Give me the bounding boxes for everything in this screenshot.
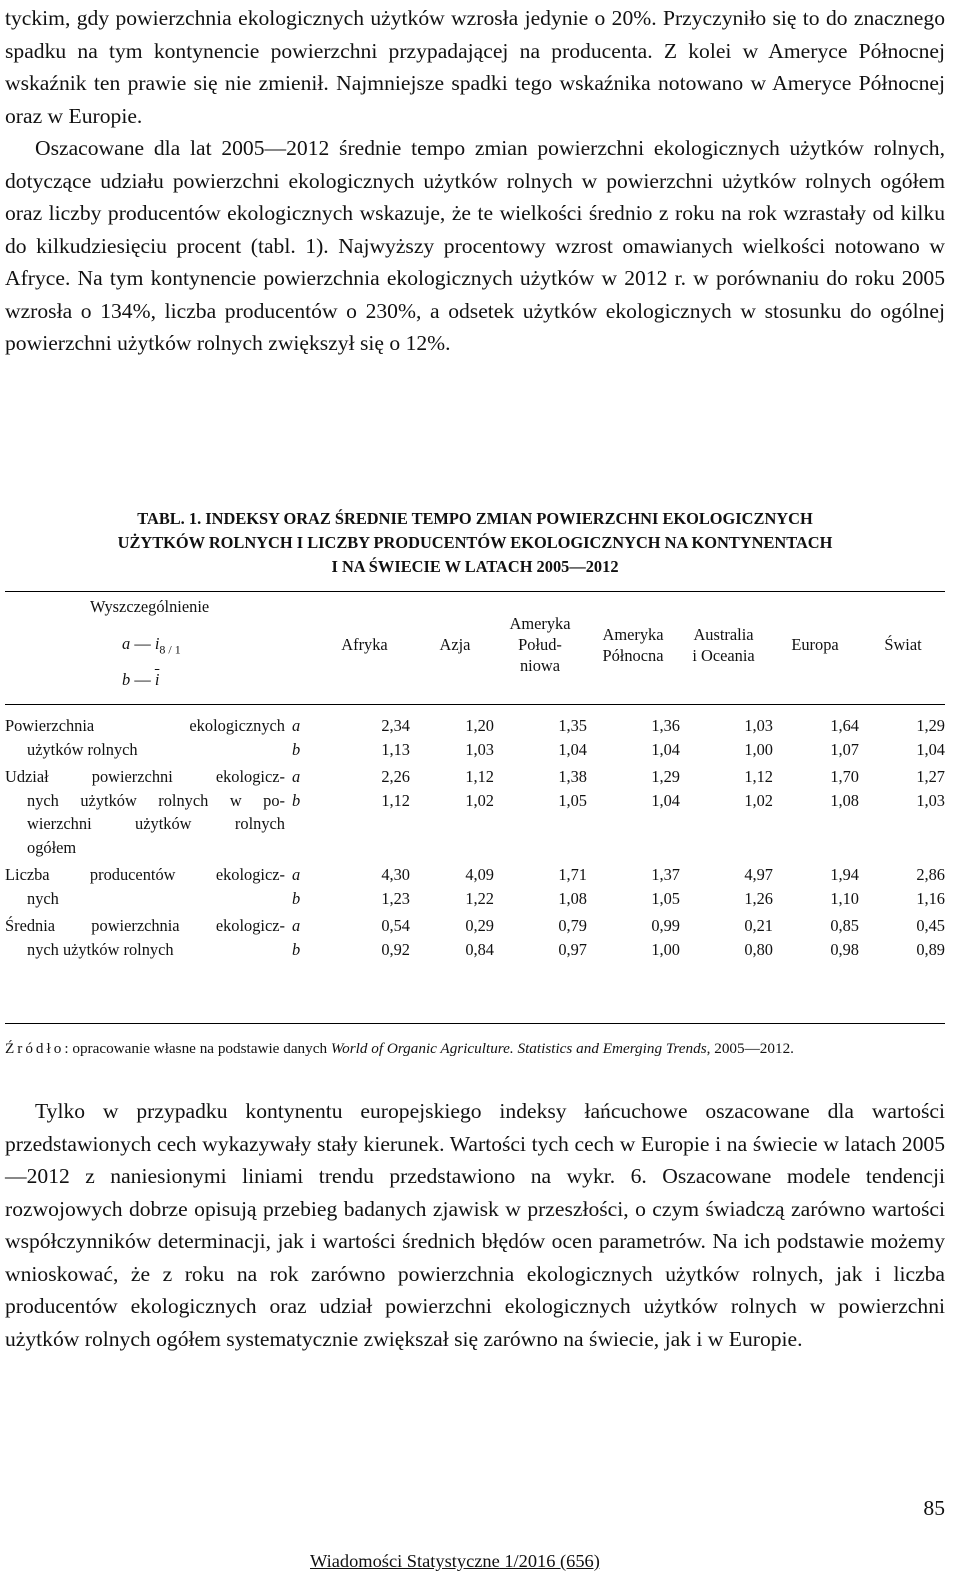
row-ab-marker: b — [292, 888, 301, 908]
header-col-south-america — [495, 613, 585, 676]
header-col3-line3: niowa — [519, 656, 561, 675]
table-cell: 1,36 — [651, 716, 680, 735]
row-ab-marker — [288, 836, 312, 860]
header-b-letter: b — [122, 670, 131, 689]
table-cell: 1,10 — [830, 888, 859, 908]
table-row — [5, 938, 945, 962]
row-label — [5, 714, 288, 738]
header-col4-line2: Północna — [602, 646, 664, 665]
table-cell: 0,85 — [830, 916, 859, 935]
row-label — [5, 789, 288, 813]
table-cell: 1,04 — [651, 739, 680, 759]
table-cell: 1,38 — [558, 767, 587, 786]
table-row — [5, 859, 945, 887]
table-cell: 4,30 — [381, 865, 410, 884]
row-label — [5, 887, 288, 911]
table-cell: 4,97 — [744, 865, 773, 884]
table-cell — [859, 836, 945, 860]
table-cell: 1,71 — [558, 865, 587, 884]
row-label — [5, 910, 288, 938]
table-cell — [773, 836, 859, 860]
header-b-legend — [122, 670, 159, 690]
row-ab-marker: b — [292, 739, 301, 759]
row-label-line: Liczba producentów ekologicz- — [5, 865, 285, 884]
header-a-dash: — — [134, 634, 151, 653]
row-label — [5, 738, 288, 762]
table-cell — [587, 812, 680, 836]
table-cell: 1,29 — [916, 716, 945, 735]
row-ab-marker: a — [292, 716, 301, 735]
source-tail: , 2005—2012. — [706, 1040, 794, 1057]
header-col-world: Świat — [884, 635, 922, 654]
header-col-asia: Azja — [439, 635, 471, 654]
table-row — [5, 761, 945, 789]
table-cell — [312, 812, 410, 836]
row-ab-marker: a — [292, 865, 301, 884]
row-label-line: Średnia powierzchnia ekologicz- — [5, 916, 285, 935]
paragraph-1: tyckim, gdy powierzchnia ekologicznych użytków wzrosła jedynie o 20%. Przyczyniło się to do znacznego spadku na tym kontynencie powierzchni przypadającej na producenta. Z kolei w Ameryce Północnej wskaźnik ten prawie się nie zmienił. Najmniejsze spadki tego wskaźnika notowano w Ameryce Północnej oraz w Europie. — [5, 6, 945, 128]
row-label — [5, 812, 288, 836]
header-a-letter: a — [122, 634, 131, 653]
table-cell — [680, 836, 773, 860]
table-cell: 1,94 — [830, 865, 859, 884]
table-cell: 1,29 — [651, 767, 680, 786]
table-cell: 1,00 — [744, 739, 773, 759]
table-title-line-2: UŻYTKÓW ROLNYCH I LICZBY PRODUCENTÓW EKOLOGICZNYCH NA KONTYNENTACH — [117, 533, 833, 552]
table-cell: 1,70 — [830, 767, 859, 786]
table-cell: 0,97 — [558, 939, 587, 959]
journal-footer — [310, 1551, 600, 1572]
table-title-line-1: TABL. 1. INDEKSY ORAZ ŚREDNIE TEMPO ZMIAN POWIERZCHNI EKOLOGICZNYCH — [137, 509, 813, 528]
paragraph-2: Oszacowane dla lat 2005—2012 średnie tempo zmian powierzchni ekologicznych użytków rolnych, dotyczące udziału powierzchni ekologicznych użytków rolnych w powierzchni użytków rolnych ogółem oraz liczby producentów ekologicznych wskazuje, że te wielkości średnio z roku na rok wzrastały od kilku do kilkudziesięciu procent (tabl. 1). Najwyższy procentowy wzrost omawianych wielkości notowano w Afryce. Na tym kontynencie powierzchnia ekologicznych użytków w 2012 r. w porównaniu do roku 2005 wzrosła o 134%, liczba producentów o 230%, a odsetek użytków ekologicznych w stosunku do ogólnej powierzchni użytków rolnych zwiększył się o 12%. — [5, 136, 945, 355]
table-row — [5, 887, 945, 911]
table-row — [5, 738, 945, 762]
table-cell — [410, 836, 494, 860]
header-col5-line1: Australia — [693, 625, 754, 644]
row-ab-marker: a — [292, 767, 301, 786]
row-label — [5, 761, 288, 789]
table-cell: 1,12 — [744, 767, 773, 786]
header-specification: Wyszczególnienie — [90, 597, 210, 616]
header-col4-line1: Ameryka — [602, 625, 664, 644]
table-cell — [494, 836, 587, 860]
table-cell: 1,03 — [744, 716, 773, 735]
header-col-africa: Afryka — [341, 635, 388, 654]
table-cell: 1,00 — [651, 939, 680, 959]
source-title: World of Organic Agriculture. Statistics and Emerging Trends — [330, 1040, 707, 1057]
header-col-europe: Europa — [791, 635, 839, 654]
table-cell — [773, 812, 859, 836]
table-cell: 1,20 — [465, 716, 494, 735]
header-col5-line2: i Oceania — [692, 646, 755, 665]
table-cell: 1,04 — [558, 739, 587, 759]
table-cell: 1,16 — [916, 888, 945, 908]
table-cell — [680, 812, 773, 836]
table-cell: 1,37 — [651, 865, 680, 884]
row-ab-marker — [288, 812, 312, 836]
table-cell: 0,54 — [381, 916, 410, 935]
table-row — [5, 910, 945, 938]
table-cell: 1,12 — [381, 790, 410, 810]
table-cell: 0,29 — [465, 916, 494, 935]
table-cell: 0,79 — [558, 916, 587, 935]
table-bottom-rule — [5, 1023, 945, 1024]
table-cell: 1,08 — [558, 888, 587, 908]
table-cell: 1,02 — [744, 790, 773, 810]
table-row — [5, 836, 945, 860]
table-cell: 1,02 — [465, 790, 494, 810]
table-cell: 1,12 — [465, 767, 494, 786]
row-label-line: nych użytków rolnych — [27, 939, 174, 959]
header-col-australia-oceania — [676, 624, 771, 666]
table-cell: 1,27 — [916, 767, 945, 786]
table-cell: 1,23 — [381, 888, 410, 908]
body-text-bottom — [5, 1095, 945, 1355]
row-label — [5, 836, 288, 860]
row-label-line: wierzchni użytków rolnych — [27, 814, 285, 833]
table-cell: 1,03 — [916, 790, 945, 810]
table-cell: 0,89 — [916, 939, 945, 959]
row-label-line: nych — [27, 888, 59, 908]
paragraph-3: Tylko w przypadku kontynentu europejskiego indeksy łańcuchowe oszacowane dla wartości przedstawionych cech wykazywały stały kierunek. Wartości tych cech w Europie i na świecie w latach 2005—2012 z naniesionymi liniami trendu przedstawiono na wykr. 6. Oszacowane modele tendencji rozwojowych dobrze opisują przebieg badanych zjawisk w przeszłości, o czym świadczą zarówno wartości współczynników determinacji, jak i wartości średnich błędów ocen parametrów. Na ich podstawie możemy wnioskować, że z roku na rok zarówno powierzchnia ekologicznych użytków rolnych, jak i liczba producentów ekologicznych oraz udział powierzchni ekologicznych użytków rolnych w powierzchni użytków rolnych ogółem systematycznie zwiększał się zarówno na świecie, jak i w Europie. — [5, 1099, 945, 1351]
table-row — [5, 812, 945, 836]
table-cell — [587, 836, 680, 860]
row-label-line: użytków rolnych — [27, 739, 138, 759]
row-label — [5, 859, 288, 887]
source-text: : opracowanie własne na podstawie danych — [64, 1040, 331, 1057]
row-label-line: Powierzchnia ekologicznych — [5, 716, 285, 735]
table-title-line-3: I NA ŚWIECIE W LATACH 2005—2012 — [331, 557, 619, 576]
table-row — [5, 789, 945, 813]
table-cell — [494, 812, 587, 836]
footer-issue: 1/2016 (656) — [499, 1551, 600, 1571]
table-cell: 1,05 — [558, 790, 587, 810]
header-a-legend — [122, 634, 181, 657]
header-i-symbol: i — [154, 634, 160, 653]
source-label: Źródło — [5, 1040, 65, 1057]
row-ab-marker: b — [292, 790, 301, 810]
header-b-dash: — — [134, 670, 151, 689]
table-cell: 0,21 — [744, 916, 773, 935]
table-header-rule — [5, 704, 945, 705]
row-label-line: Udział powierzchni ekologicz- — [5, 767, 285, 786]
table-cell — [859, 812, 945, 836]
table-cell: 0,98 — [830, 939, 859, 959]
row-label — [5, 938, 288, 962]
table-cell: 2,34 — [381, 716, 410, 735]
table-cell: 0,84 — [465, 939, 494, 959]
header-ibar-symbol: $\overline{i}$ — [154, 670, 160, 689]
row-ab-marker: b — [292, 939, 301, 959]
table-cell: 0,99 — [651, 916, 680, 935]
body-text-top — [5, 2, 945, 360]
header-col-north-america — [588, 624, 678, 666]
table-cell: 1,64 — [830, 716, 859, 735]
table-cell: 2,86 — [916, 865, 945, 884]
table-cell: 1,13 — [381, 739, 410, 759]
table-cell — [410, 812, 494, 836]
table-cell: 1,04 — [916, 739, 945, 759]
page-number: 85 — [923, 1496, 945, 1520]
table-cell: 1,35 — [558, 716, 587, 735]
header-col3-line2: Połud- — [518, 635, 562, 654]
data-table — [5, 714, 945, 961]
table-title — [5, 507, 945, 579]
table-cell: 0,80 — [744, 939, 773, 959]
header-col3-line1: Ameryka — [509, 614, 571, 633]
row-ab-marker: a — [292, 916, 301, 935]
row-label-line: nych użytków rolnych w po- — [27, 790, 285, 810]
table-source-note — [5, 1037, 945, 1060]
table-cell: 1,22 — [465, 888, 494, 908]
table-top-rule — [5, 591, 945, 592]
table-cell: 0,92 — [381, 939, 410, 959]
table-cell — [312, 836, 410, 860]
table-row — [5, 714, 945, 738]
header-i-subscript: 8 / 1 — [159, 642, 181, 657]
table-cell: 1,26 — [744, 888, 773, 908]
row-label-line: ogółem — [27, 837, 77, 857]
table-cell: 2,26 — [381, 767, 410, 786]
table-cell: 0,45 — [916, 916, 945, 935]
table-cell: 1,07 — [830, 739, 859, 759]
table-cell: 1,05 — [651, 888, 680, 908]
table-cell: 1,04 — [651, 790, 680, 810]
table-cell: 4,09 — [465, 865, 494, 884]
table-cell: 1,03 — [465, 739, 494, 759]
footer-journal: Wiadomości Statystyczne — [310, 1551, 500, 1571]
table-cell: 1,08 — [830, 790, 859, 810]
